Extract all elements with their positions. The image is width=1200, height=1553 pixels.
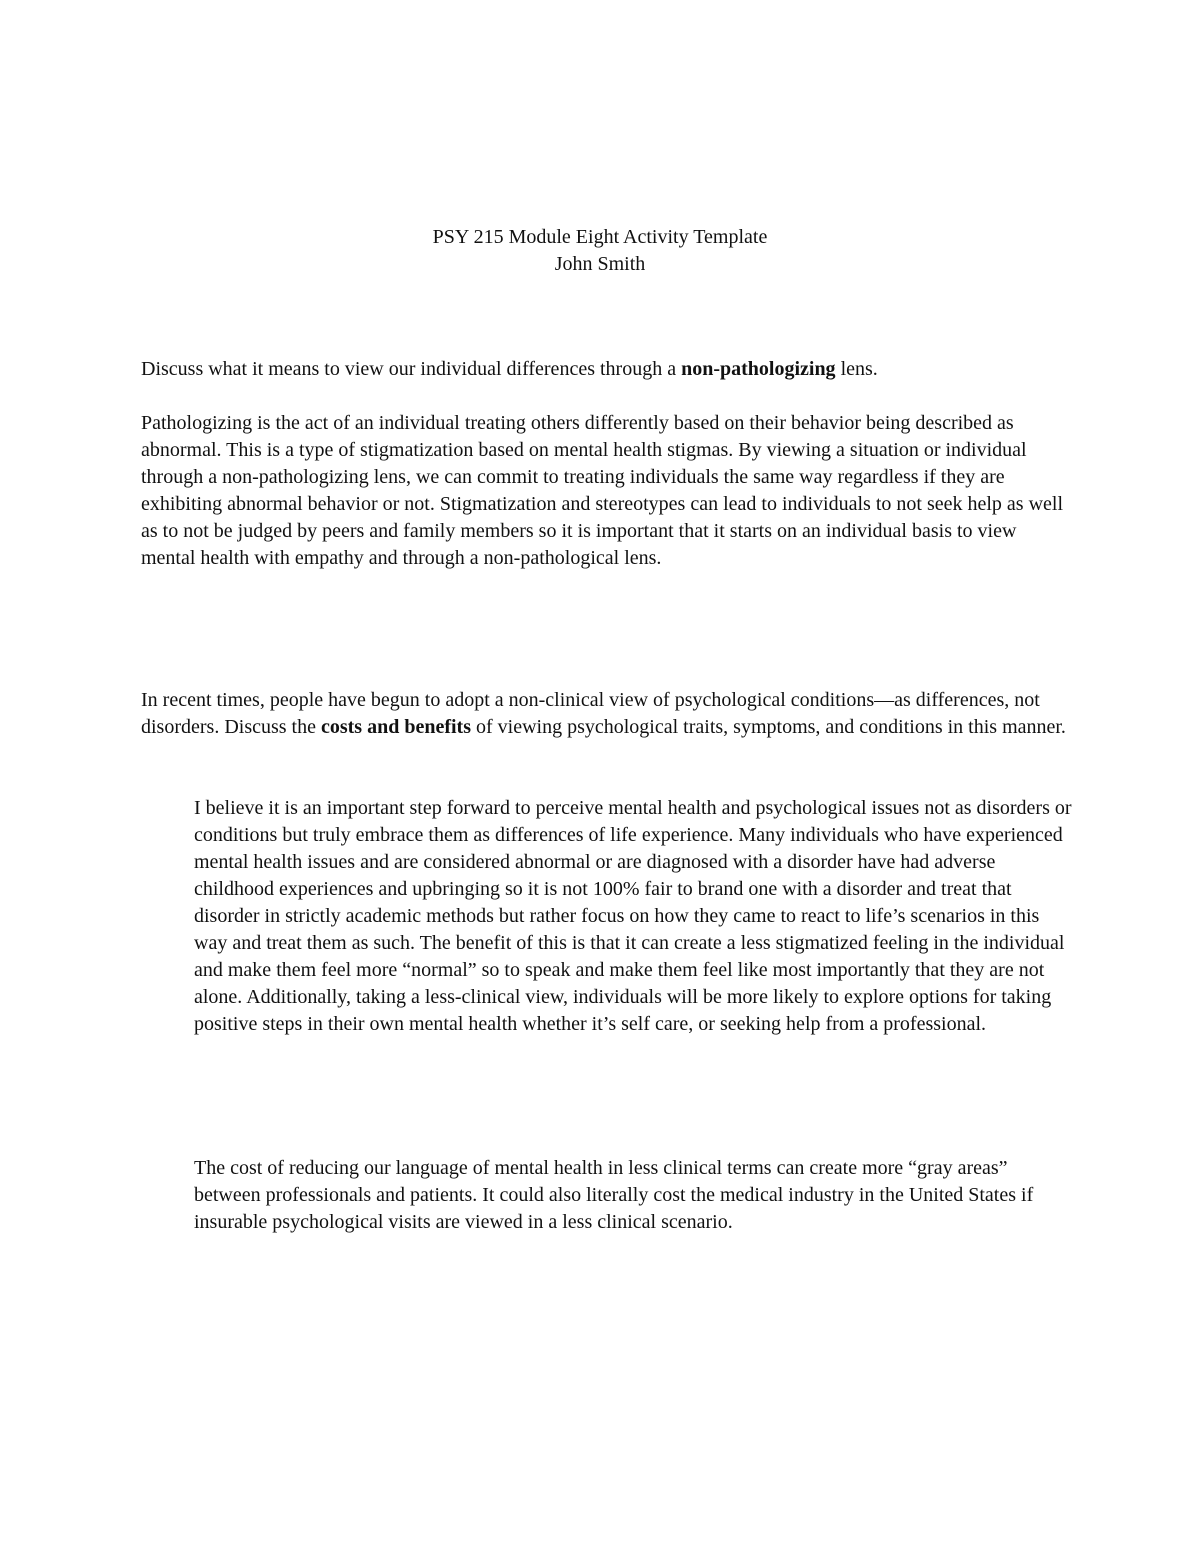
answer-2: I believe it is an important step forward to perceive mental health and psychological issues not as disorders or conditions but truly embrace them as differences of life experience. Many individuals who have experienced mental health issues and are considered abnormal or are diagnosed with a disorder have had adverse childhood experiences and upbringing so it is not 100% fair to brand one with a disorder and treat that disorder in strictly academic methods but rather focus on how they came to react to life’s scenarios in this way and treat them as such. The benefit of this is that it can create a less stigmatized feeling in the individual and make them feel more “normal” so to speak and make them feel like most importantly that they are not alone. Additionally, taking a less-clinical view, individuals will be more likely to explore options for taking positive steps in their own mental health whether it’s self care, or seeking help from a professional. — [194, 797, 1072, 1035]
question-2-emphasis: costs and benefits — [320, 716, 471, 738]
author-name: John Smith — [554, 253, 646, 275]
question-1-prefix: Discuss what it means to view our individual differences through a — [141, 358, 682, 380]
question-1-emphasis: non-pathologizing — [681, 358, 836, 380]
question-1 — [141, 356, 1071, 383]
answer-3: The cost of reducing our language of mental health in less clinical terms can create more “gray areas” between professionals and patients. It could also literally cost the medical industry in the United States if insurable psychological visits are viewed in a less clinical scenario. — [194, 1157, 1034, 1233]
question-1-suffix: lens. — [835, 358, 878, 380]
question-2 — [141, 687, 1071, 741]
title-block — [0, 224, 1200, 278]
question-2-prefix: In recent times, people have begun to adopt a non-clinical view of psychological conditions—as differences, not disorders. Discuss the — [141, 689, 1040, 738]
document-title: PSY 215 Module Eight Activity Template — [432, 226, 768, 248]
answer-1: Pathologizing is the act of an individual treating others differently based on their behavior being described as abnormal. This is a type of stigmatization based on mental health stigmas. By viewing a situation or individual through a non-pathologizing lens, we can commit to treating individuals the same way regardless if they are exhibiting abnormal behavior or not. Stigmatization and stereotypes can lead to individuals to not seek help as well as to not be judged by peers and family members so it is important that it starts on an individual basis to view mental health with empathy and through a non-pathological lens. — [141, 412, 1064, 569]
question-2-suffix: of viewing psychological traits, symptoms, and conditions in this manner. — [471, 716, 1066, 738]
